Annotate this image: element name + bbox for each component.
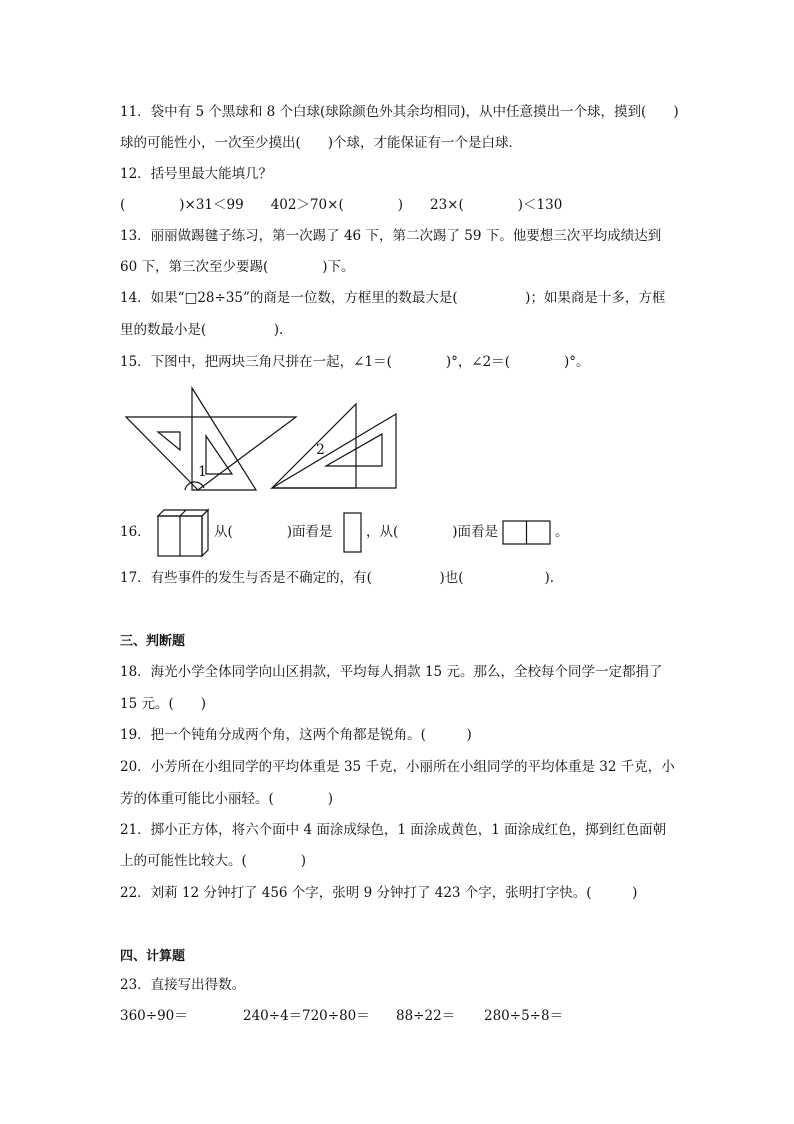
angle1-label: 1 xyxy=(198,464,207,480)
q21-line2: 上的可能性比较大。( ) xyxy=(120,853,307,869)
angle2-label: 2 xyxy=(316,442,325,458)
q14-line1: 14．如果“□28÷35”的商是一位数，方框里的数最大是( )；如果商是十多，方框 xyxy=(120,290,666,306)
cuboid-top-divider xyxy=(180,510,186,516)
right-wide-triangle xyxy=(272,414,396,488)
left-inner-triangle xyxy=(158,432,180,450)
q16-part1: 从( )面看是 xyxy=(214,524,333,540)
expr-3: 720÷80＝ xyxy=(302,1008,370,1024)
left-large-triangle xyxy=(126,417,296,490)
expr-1: 360÷90＝ xyxy=(120,1008,188,1024)
q22: 22．刘莉 12 分钟打了 456 个字，张明 9 分钟打了 423 个字，张明打字快。( ) xyxy=(120,885,638,901)
q21-line1: 21．掷小正方体，将六个面中 4 面涂成绿色，1 面涂成黄色，1 面涂成红色，掷到红色面朝 xyxy=(120,822,667,838)
expr-4: 88÷22＝ xyxy=(396,1008,456,1024)
q12-line1: 12．括号里最大能填几？ xyxy=(120,166,273,182)
q19: 19．把一个钝角分成两个角，这两个角都是锐角。( ) xyxy=(120,727,472,743)
q12-line2: ( )×31＜99 402＞70×( ) 23×( )＜130 xyxy=(120,197,563,213)
q13-line2: 60 下，第三次至少要踢( )下。 xyxy=(120,259,355,275)
q17-line1: 17．有些事件的发生与否是不确定的，有( )也( ). xyxy=(120,570,555,586)
view-double-rectangle xyxy=(502,520,552,546)
view-single-rectangle xyxy=(343,512,363,554)
q13-line1: 13．丽丽做踢毽子练习，第一次踢了 46 下，第二次踢了 59 下。他要想三次平均成绩达到 xyxy=(120,228,662,244)
cuboid-side xyxy=(202,510,208,556)
cuboid-figure xyxy=(156,506,210,558)
expr-2: 240÷4＝ xyxy=(243,1008,303,1024)
q14-line2: 里的数最小是( ). xyxy=(120,322,284,338)
q18-line2: 15 元。( ) xyxy=(120,696,207,712)
section4-title: 四、计算题 xyxy=(120,949,186,964)
q23: 23．直接写出得数。 xyxy=(120,977,246,993)
expr-5: 280÷5÷8＝ xyxy=(484,1008,564,1024)
left-tall-inner-triangle xyxy=(206,436,232,474)
q11-line2: 球的可能性小，一次至少摸出( )个球，才能保证有一个是白球． xyxy=(120,135,523,151)
q11-line1: 11．袋中有 5 个黑球和 8 个白球(球除颜色外其余均相同)，从中任意摸出一个球，摸到( ) xyxy=(120,104,679,120)
q20-line2: 芳的体重可能比小丽轻。( ) xyxy=(120,791,334,807)
q16-part3: 。 xyxy=(555,524,569,540)
q15-line1: 15．下图中，把两块三角尺拼在一起，∠1＝( )°，∠2＝( )°。 xyxy=(120,354,590,370)
q20-line1: 20．小芳所在小组同学的平均体重是 35 千克，小丽所在小组同学的平均体重是 32 千克，小 xyxy=(120,759,675,775)
q18-line1: 18．海光小学全体同学向山区捐款，平均每人捐款 15 元。那么，全校每个同学一定都捐了 xyxy=(120,664,663,680)
q16-number: 16． xyxy=(120,524,151,540)
set-squares-figure xyxy=(120,384,400,494)
section3-title: 三、判断题 xyxy=(120,634,186,649)
q16-part2: ，从( )面看是 xyxy=(366,524,499,540)
